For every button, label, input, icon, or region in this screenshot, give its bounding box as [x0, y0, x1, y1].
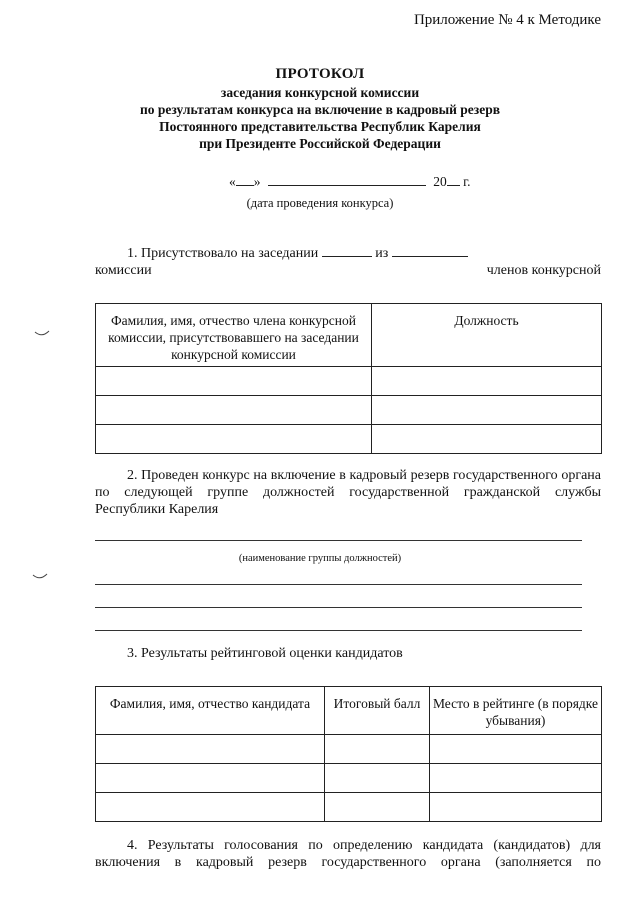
header-final-score: Итоговый балл	[325, 687, 430, 735]
section1-text-c: членов конкурсной	[486, 263, 601, 278]
table-cell[interactable]	[96, 793, 325, 822]
table-cell[interactable]	[96, 367, 372, 396]
group-name-caption: (наименование группы должностей)	[238, 553, 402, 564]
table-cell[interactable]	[372, 396, 602, 425]
month-blank[interactable]	[268, 172, 426, 186]
header-position: Должность	[372, 304, 602, 367]
title-line-1: заседания конкурсной комиссии	[220, 85, 420, 100]
title-subtitle	[0, 84, 640, 152]
section1-text-d: комиссии	[95, 263, 152, 278]
title-line-3: Постоянного представительства Республик Карелия	[159, 119, 481, 134]
year-suffix: г.	[463, 174, 471, 189]
group-name-line[interactable]	[95, 540, 582, 541]
header-rating-place: Место в рейтинге (в порядке убывания)	[430, 687, 602, 735]
appendix-label: Приложение № 4 к Методике	[413, 12, 601, 28]
section2-paragraph: 2. Проведен конкурс на включение в кадровый резерв государственного органа по следующей группе должностей государственной гражданской службы Республики Карелия	[95, 468, 601, 517]
header-member-name: Фамилия, имя, отчество члена конкурсной комиссии, присутствовавшего на заседании конкурсной комиссии	[96, 304, 372, 367]
table-header-row	[96, 687, 602, 735]
year-prefix: 20	[433, 174, 447, 189]
table-header-row	[96, 304, 602, 367]
document-title	[0, 66, 640, 83]
table-cell[interactable]	[96, 396, 372, 425]
total-members-blank[interactable]	[392, 244, 468, 257]
candidates-rating-table	[95, 686, 602, 822]
day-blank[interactable]	[236, 172, 254, 186]
date-open-quote: «	[229, 174, 236, 189]
commission-members-table	[95, 303, 602, 454]
date-caption: (дата проведения конкурса)	[246, 196, 394, 210]
section4-paragraph: 4. Результаты голосования по определению кандидата (кандидатов) для включения в кадровый резерв государственного органа (заполняется по	[95, 838, 601, 870]
section1-paragraph	[95, 244, 601, 279]
table-cell[interactable]	[372, 425, 602, 454]
table-cell[interactable]	[96, 735, 325, 764]
table-cell[interactable]	[430, 735, 602, 764]
date-close-quote: »	[253, 174, 261, 189]
header-candidate-name: Фамилия, имя, отчество кандидата	[96, 687, 325, 735]
table-row	[96, 425, 602, 454]
table-row	[96, 735, 602, 764]
title-line-2: по результатам конкурса на включение в кадровый резерв	[139, 102, 501, 117]
table-cell[interactable]	[372, 367, 602, 396]
blank-line[interactable]	[95, 630, 582, 631]
date-line	[229, 172, 471, 190]
table-cell[interactable]	[325, 793, 430, 822]
table-cell[interactable]	[430, 764, 602, 793]
section1-text-b: из	[375, 246, 389, 261]
present-count-blank[interactable]	[322, 244, 372, 257]
title-main: ПРОТОКОЛ	[275, 66, 365, 82]
table-cell[interactable]	[325, 764, 430, 793]
binding-mark-icon	[34, 330, 50, 338]
table-row	[96, 793, 602, 822]
table-row	[96, 396, 602, 425]
title-line-4: при Президенте Российской Федерации	[199, 136, 441, 151]
table-cell[interactable]	[325, 735, 430, 764]
table-cell[interactable]	[96, 425, 372, 454]
blank-line[interactable]	[95, 607, 582, 608]
section3-paragraph: 3. Результаты рейтинговой оценки кандидатов	[127, 646, 403, 661]
table-row	[96, 764, 602, 793]
table-row	[96, 367, 602, 396]
year-blank[interactable]	[447, 172, 460, 186]
table-cell[interactable]	[96, 764, 325, 793]
binding-mark-icon	[32, 573, 48, 581]
section1-text-a: 1. Присутствовало на заседании	[127, 246, 319, 261]
blank-line[interactable]	[95, 584, 582, 585]
table-cell[interactable]	[430, 793, 602, 822]
